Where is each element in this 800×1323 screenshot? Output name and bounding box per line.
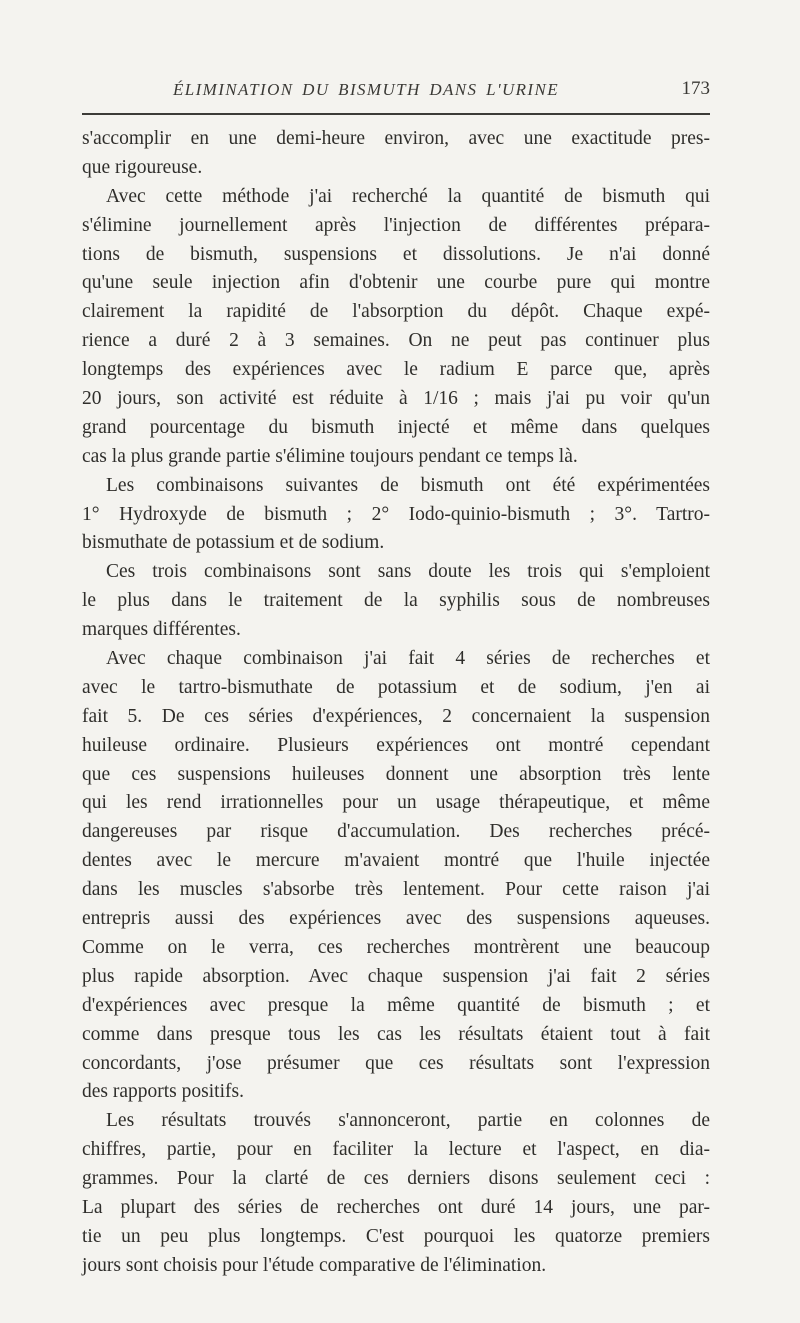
text-line: clairement la rapidité de l'absorption du dépôt. Chaque expé-	[82, 301, 710, 323]
text-line: Les résultats trouvés s'annonceront, partie en colonnes de	[106, 1110, 710, 1132]
text-line: s'accomplir en une demi-heure environ, avec une exactitude pres-	[82, 128, 710, 149]
text-line: tie un peu plus longtemps. C'est pourquoi les quatorze premiers	[82, 1225, 710, 1247]
text-line: grammes. Pour la clarté de ces derniers disons seulement ceci :	[82, 1168, 710, 1190]
body-text	[82, 125, 710, 1281]
text-line: Avec cette méthode j'ai recherché la quantité de bismuth qui	[106, 185, 710, 207]
text-line: plus rapide absorption. Avec chaque suspension j'ai fait 2 séries	[82, 965, 710, 987]
text-line: 20 jours, son activité est réduite à 1/16 ; mais j'ai pu voir qu'un	[82, 388, 710, 410]
paragraph	[82, 558, 710, 645]
text-line: fait 5. De ces séries d'expériences, 2 concernaient la suspension	[82, 705, 710, 727]
page-number: 173	[681, 78, 710, 99]
text-line: Ces trois combinaisons sont sans doute les trois qui s'emploient	[106, 561, 710, 583]
paragraph	[82, 472, 710, 559]
text-line: d'expériences avec presque la même quantité de bismuth ; et	[82, 994, 710, 1016]
text-line: grand pourcentage du bismuth injecté et même dans quelques	[82, 416, 710, 438]
text-line: rience a duré 2 à 3 semaines. On ne peut pas continuer plus	[82, 330, 710, 352]
text-line: Les combinaisons suivantes de bismuth ont été expérimentées	[106, 474, 710, 496]
text-line: marques différentes.	[82, 619, 241, 641]
text-line: 1° Hydroxyde de bismuth ; 2° Iodo-quinio-bismuth ; 3°. Tartro-	[82, 503, 710, 525]
running-title: ÉLIMINATION DU BISMUTH DANS L'URINE	[172, 80, 560, 99]
text-line: concordants, j'ose présumer que ces résultats sont l'expression	[82, 1052, 710, 1074]
paragraph	[82, 183, 710, 472]
text-line: que ces suspensions huileuses donnent une absorption très lente	[82, 763, 710, 785]
text-line: Comme on le verra, ces recherches montrèrent une beaucoup	[82, 936, 710, 958]
text-line: qui les rend irrationnelles pour un usage thérapeutique, et même	[82, 792, 710, 814]
text-line: dangereuses par risque d'accumulation. Des recherches précé-	[82, 821, 710, 843]
text-line: La plupart des séries de recherches ont duré 14 jours, une par-	[82, 1196, 710, 1218]
text-line: des rapports positifs.	[82, 1081, 244, 1103]
text-line: s'élimine journellement après l'injection de différentes prépara-	[82, 214, 710, 236]
text-line: que rigoureuse.	[82, 156, 203, 178]
text-line: avec le tartro-bismuthate de potassium et de sodium, j'en ai	[82, 676, 710, 698]
text-line: dans les muscles s'absorbe très lentement. Pour cette raison j'ai	[82, 879, 710, 901]
paragraph	[82, 1107, 710, 1280]
running-head	[82, 74, 710, 108]
text-line: longtemps des expériences avec le radium E parce que, après	[82, 359, 710, 381]
text-line: huileuse ordinaire. Plusieurs expériences ont montré cependant	[82, 734, 710, 756]
text-line: qu'une seule injection afin d'obtenir une courbe pure qui montre	[82, 272, 710, 294]
text-line: tions de bismuth, suspensions et dissolutions. Je n'ai donné	[82, 243, 710, 265]
paragraph	[82, 645, 710, 1107]
text-line: comme dans presque tous les cas les résultats étaient tout à fait	[82, 1023, 710, 1045]
text-line: Avec chaque combinaison j'ai fait 4 séries de recherches et	[106, 648, 710, 670]
text-line: le plus dans le traitement de la syphilis sous de nombreuses	[82, 590, 710, 612]
header-rule	[82, 113, 710, 115]
text-line: entrepris aussi des expériences avec des suspensions aqueuses.	[82, 908, 710, 930]
paragraph	[82, 125, 710, 183]
text-line: chiffres, partie, pour en faciliter la lecture et l'aspect, en dia-	[82, 1139, 710, 1161]
text-line: dentes avec le mercure m'avaient montré que l'huile injectée	[82, 850, 710, 872]
text-line: bismuthate de potassium et de sodium.	[82, 532, 385, 554]
text-line: jours sont choisis pour l'étude comparative de l'élimination.	[82, 1254, 547, 1276]
text-line: cas la plus grande partie s'élimine toujours pendant ce temps là.	[82, 445, 578, 467]
